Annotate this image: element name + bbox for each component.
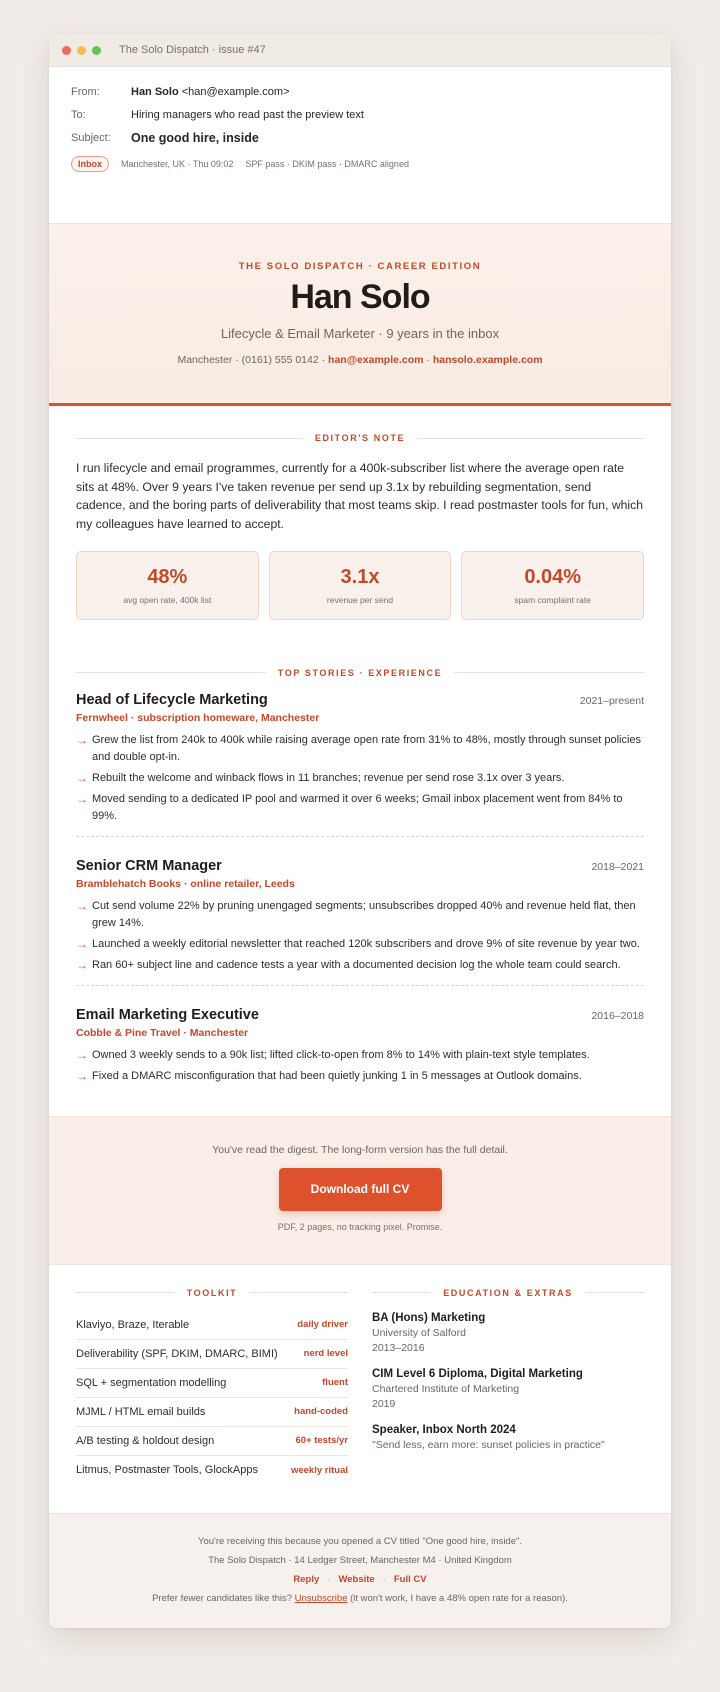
tool-name: Deliverability (SPF, DKIM, DMARC, BIMI) [76,1347,278,1360]
link-separator: · [327,1573,331,1585]
bullet-text: Grew the list from 240k to 400k while raising average open rate from 31% to 48%, mostly through sunset policies and double opt-in. [92,733,642,763]
job-bullet [76,770,644,787]
tool-name: Klaviyo, Braze, Iterable [76,1318,190,1331]
sender-name: Han Solo [131,85,179,98]
footer-address: The Solo Dispatch · 14 Ledger Street, Manchester M4 · United Kingdom [208,1554,512,1566]
arrow-icon: → [76,791,88,806]
job-company: Cobble & Pine Travel · Manchester [76,1026,249,1039]
contact-text: Manchester · (0161) 555 0142 · [177,354,329,366]
email-headers [49,67,671,224]
hero-banner [49,224,671,406]
job-dates: 2018–2021 [591,860,644,873]
stat-value: 0.04% [524,565,582,588]
education-detail: Chartered Institute of Marketing [372,1382,520,1395]
auth-status: SPF pass · DKIM pass · DMARC aligned [245,159,409,169]
arrow-icon: → [76,1068,88,1083]
cta-fineprint: PDF, 2 pages, no tracking pixel. Promise. [277,1221,443,1232]
to-row [71,103,649,126]
arrow-icon: → [76,898,88,913]
education-title: CIM Level 6 Diploma, Digital Marketing [372,1367,583,1380]
cta-lead: You've read the digest. The long-form version has the full detail. [212,1143,508,1156]
tool-row [76,1369,348,1398]
window-title: The Solo Dispatch · issue #47 [119,44,266,56]
tool-level: weekly ritual [290,1464,348,1476]
education-item [372,1312,644,1354]
education-detail: 2019 [372,1397,396,1410]
email-window [49,34,671,1628]
tool-name: MJML / HTML email builds [76,1405,206,1418]
full-cv-link[interactable]: Full CV [393,1573,427,1585]
tool-name: Litmus, Postmaster Tools, GlockApps [76,1464,258,1477]
arrow-icon: → [76,1047,88,1062]
experience-heading [76,668,644,678]
bullet-text: Moved sending to a dedicated IP pool and warmed it over 6 weeks; Gmail inbox placement went from 84% to 99%. [92,792,623,822]
hero-eyebrow: THE SOLO DISPATCH · CAREER EDITION [238,261,482,272]
toolkit-list [76,1311,348,1485]
job-bullet [76,957,644,974]
footer-unsubscribe-line [49,1593,671,1604]
stats-row [76,551,644,620]
stat-caption: avg open rate, 400k list [123,594,212,605]
note-heading-text: EDITOR'S NOTE [314,433,406,443]
website-footer-link[interactable]: Website [338,1573,375,1585]
contact-separator: · [423,354,433,366]
tool-level: fluent [322,1377,348,1389]
sender-address: <han@example.com> [181,85,290,98]
stat-card [461,551,644,620]
reply-link[interactable]: Reply [293,1573,320,1585]
experience-section [49,620,671,1085]
job-entry [76,692,644,825]
subject-value: One good hire, inside [131,130,259,145]
arrow-icon: → [76,936,88,951]
tool-level: nerd level [303,1348,348,1360]
unsubscribe-link[interactable]: Unsubscribe [294,1592,348,1604]
education-item [372,1368,644,1410]
email-meta [71,156,649,172]
job-bullets [76,898,644,974]
job-role: Head of Lifecycle Marketing [76,691,268,708]
hero-contact [49,354,671,366]
job-role: Senior CRM Manager [76,857,222,874]
job-bullet [76,791,644,825]
education-title: BA (Hons) Marketing [372,1311,486,1324]
toolkit-heading [76,1288,348,1298]
tool-name: SQL + segmentation modelling [76,1376,227,1389]
job-entry [76,858,644,974]
tool-level: hand-coded [294,1406,348,1418]
unsubscribe-post: (it won't work, I have a 48% open rate for a reason). [347,1592,568,1604]
job-role: Email Marketing Executive [76,1006,259,1023]
education-column [372,1288,644,1513]
education-title: Speaker, Inbox North 2024 [372,1423,516,1436]
tool-name: A/B testing & holdout design [76,1434,215,1447]
toolkit-column [76,1288,348,1513]
job-bullet [76,936,644,953]
tool-row [76,1340,348,1369]
to-value: Hiring managers who read past the preview text [131,108,364,121]
note-heading [76,433,644,443]
minimize-window-button[interactable] [77,46,86,55]
arrow-icon: → [76,770,88,785]
from-row [71,80,649,103]
details-columns [49,1265,671,1513]
note-body: I run lifecycle and email programmes, currently for a 400k-subscriber list where the average open rate sits at 48%. Over 9 years I've taken revenue per send up 3.1x by rebuilding segmentation, send cadence, and the boring parts of deliverability that most teams skip. I read postmaster tools for fun, which my colleagues have learned to accept. [76,461,644,532]
website-link[interactable]: hansolo.example.com [432,354,543,366]
bullet-text: Launched a weekly editorial newsletter that reached 120k subscribers and drove 9% of site revenue by year two. [92,937,640,950]
title-bar [49,34,671,67]
subject-label: Subject: [71,131,111,144]
bullet-text: Cut send volume 22% by pruning unengaged segments; unsubscribes dropped 40% and revenue held flat, then grew 14%. [92,899,636,929]
education-list [372,1312,644,1451]
education-item [372,1424,644,1451]
close-window-button[interactable] [62,46,71,55]
tool-level: 60+ tests/yr [295,1435,348,1447]
stat-caption: revenue per send [326,594,394,605]
from-label: From: [71,85,100,98]
footer-reason: You're receiving this because you opened a CV titled "One good hire, inside". [197,1535,523,1547]
cta-section [49,1116,671,1265]
tool-row [76,1398,348,1427]
job-bullets [76,1047,644,1085]
job-dates: 2016–2018 [591,1009,644,1022]
stat-card [269,551,452,620]
toolkit-heading-text: TOOLKIT [186,1287,238,1298]
job-bullet [76,898,644,932]
hero-name: Han Solo [290,278,430,316]
job-divider [76,836,644,837]
tool-row [76,1456,348,1485]
from-value[interactable] [131,86,290,98]
stat-card [76,551,259,620]
arrow-icon: → [76,732,88,747]
bullet-text: Rebuilt the welcome and winback flows in 11 branches; revenue per send rose 3.1x over 3 years. [92,771,565,784]
education-heading-text: EDUCATION & EXTRAS [443,1287,573,1298]
job-company: Bramblehatch Books · online retailer, Leeds [76,877,295,890]
tool-level: daily driver [297,1319,348,1331]
tool-row [76,1311,348,1340]
email-link[interactable]: han@example.com [328,354,424,366]
editors-note [49,406,671,620]
footer-links [49,1574,671,1585]
job-entry [76,1007,644,1085]
link-separator: · [382,1573,386,1585]
unsubscribe-pre: Prefer fewer candidates like this? [152,1592,295,1604]
job-dates: 2021–present [579,694,644,707]
job-bullet [76,1047,644,1064]
experience-heading-text: TOP STORIES · EXPERIENCE [277,667,443,678]
bullet-text: Ran 60+ subject line and cadence tests a year with a documented decision log the whole team could search. [92,958,621,971]
bullet-text: Fixed a DMARC misconfiguration that had been quietly junking 1 in 5 messages at Outlook domains. [92,1069,582,1082]
job-bullets [76,732,644,825]
job-bullet [76,1068,644,1085]
subject-row [71,126,649,149]
arrow-icon: → [76,957,88,972]
job-company: Fernwheel · subscription homeware, Manchester [76,711,320,724]
bullet-text: Owned 3 weekly sends to a 90k list; lifted click-to-open from 8% to 14% with plain-text style templates. [92,1048,590,1061]
tool-row [76,1427,348,1456]
email-footer [49,1513,671,1628]
maximize-window-button[interactable] [92,46,101,55]
inbox-badge[interactable]: Inbox [71,156,109,172]
stat-value: 48% [147,565,188,588]
job-bullet [76,732,644,766]
location-time: Manchester, UK · Thu 09:02 [121,159,234,169]
download-cv-button[interactable]: Download full CV [279,1168,442,1211]
hero-tagline: Lifecycle & Email Marketer · 9 years in the inbox [220,326,500,341]
stat-value: 3.1x [340,565,380,588]
education-heading [372,1288,644,1298]
education-detail: University of Salford [372,1326,466,1339]
to-label: To: [71,108,86,121]
education-detail: "Send less, earn more: sunset policies in practice" [372,1438,605,1451]
job-divider [76,985,644,986]
stat-caption: spam complaint rate [514,594,591,605]
education-detail: 2013–2016 [372,1341,425,1354]
